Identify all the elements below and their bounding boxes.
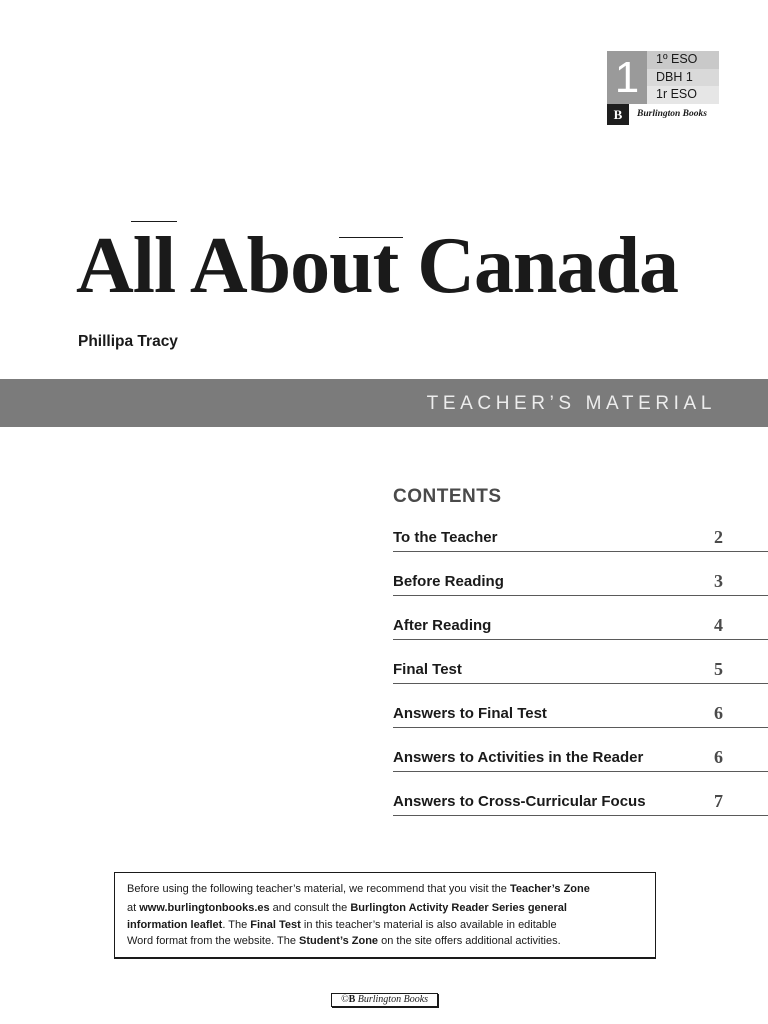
notice-line <box>127 902 567 914</box>
toc-entry[interactable] <box>393 700 768 744</box>
website-link[interactable]: www.burlingtonbooks.es <box>139 902 270 914</box>
toc-entry[interactable] <box>393 744 768 788</box>
notice-line <box>127 883 590 895</box>
level-number: 1 <box>607 51 647 104</box>
toc-entry[interactable] <box>393 568 768 612</box>
copyright-icon: © <box>340 994 349 1005</box>
toc-entry-page: 5 <box>714 659 723 679</box>
toc-divider <box>393 815 768 816</box>
level-label: 1r ESO <box>647 86 719 104</box>
author-name: Phillipa Tracy <box>78 333 178 350</box>
toc-entry-page: 2 <box>714 527 723 547</box>
contents-heading: CONTENTS <box>393 486 502 507</box>
final-test-text: Final Test <box>250 919 301 931</box>
toc-entry-label: After Reading <box>393 617 492 634</box>
notice-text: at <box>127 902 140 914</box>
book-title: All About Canada <box>76 222 678 310</box>
publisher-name: Burlington Books <box>637 109 707 119</box>
notice-line <box>127 919 557 931</box>
teachers-zone-notice <box>114 872 656 959</box>
teachers-zone-text: Teacher’s Zone <box>509 883 590 895</box>
publisher-logo-icon: B <box>348 994 356 1005</box>
toc-entry-page: 4 <box>714 615 723 635</box>
toc-entry-page: 3 <box>714 571 723 591</box>
toc-entry-label: Final Test <box>393 661 462 678</box>
leaflet-title: information leaflet <box>127 919 223 931</box>
toc-entry[interactable] <box>393 524 768 568</box>
notice-line <box>127 935 561 947</box>
toc-divider <box>393 727 768 728</box>
students-zone-text: Student’s Zone <box>299 935 379 947</box>
level-label: DBH 1 <box>647 69 719 87</box>
notice-text: . The <box>222 919 251 931</box>
toc-entry-page: 7 <box>714 791 723 811</box>
toc-divider <box>393 595 768 596</box>
notice-text: on the site offers additional activities. <box>378 935 561 947</box>
notice-text: Word format from the website. The <box>127 935 299 947</box>
footer-publisher <box>331 993 438 1007</box>
footer-publisher-name: Burlington Books <box>357 994 429 1005</box>
toc-divider <box>393 551 768 552</box>
toc-entry-label: To the Teacher <box>393 529 498 546</box>
level-badge <box>607 51 719 125</box>
toc-entry[interactable] <box>393 612 768 656</box>
toc-entry-page: 6 <box>714 747 723 767</box>
notice-text: and consult the <box>269 902 351 914</box>
toc-entry-label: Answers to Final Test <box>393 705 547 722</box>
level-list <box>647 51 719 104</box>
teachers-material-band <box>0 379 768 427</box>
toc-entry-label: Answers to Activities in the Reader <box>393 749 644 766</box>
toc-divider <box>393 639 768 640</box>
notice-text: in this teacher’s material is also available in editable <box>300 919 557 931</box>
toc-entry-label: Answers to Cross-Curricular Focus <box>393 793 646 810</box>
toc-divider <box>393 771 768 772</box>
table-of-contents <box>393 484 768 832</box>
notice-text: Before using the following teacher’s material, we recommend that you visit the <box>127 883 510 895</box>
toc-entry-label: Before Reading <box>393 573 504 590</box>
toc-divider <box>393 683 768 684</box>
leaflet-title: Burlington Activity Reader Series general <box>350 902 567 914</box>
band-label: TEACHER’S MATERIAL <box>426 393 716 414</box>
publisher-logo-icon: B <box>607 104 629 125</box>
toc-entry[interactable] <box>393 788 768 832</box>
toc-entry[interactable] <box>393 656 768 700</box>
level-label: 1º ESO <box>647 51 719 69</box>
toc-entry-page: 6 <box>714 703 723 723</box>
